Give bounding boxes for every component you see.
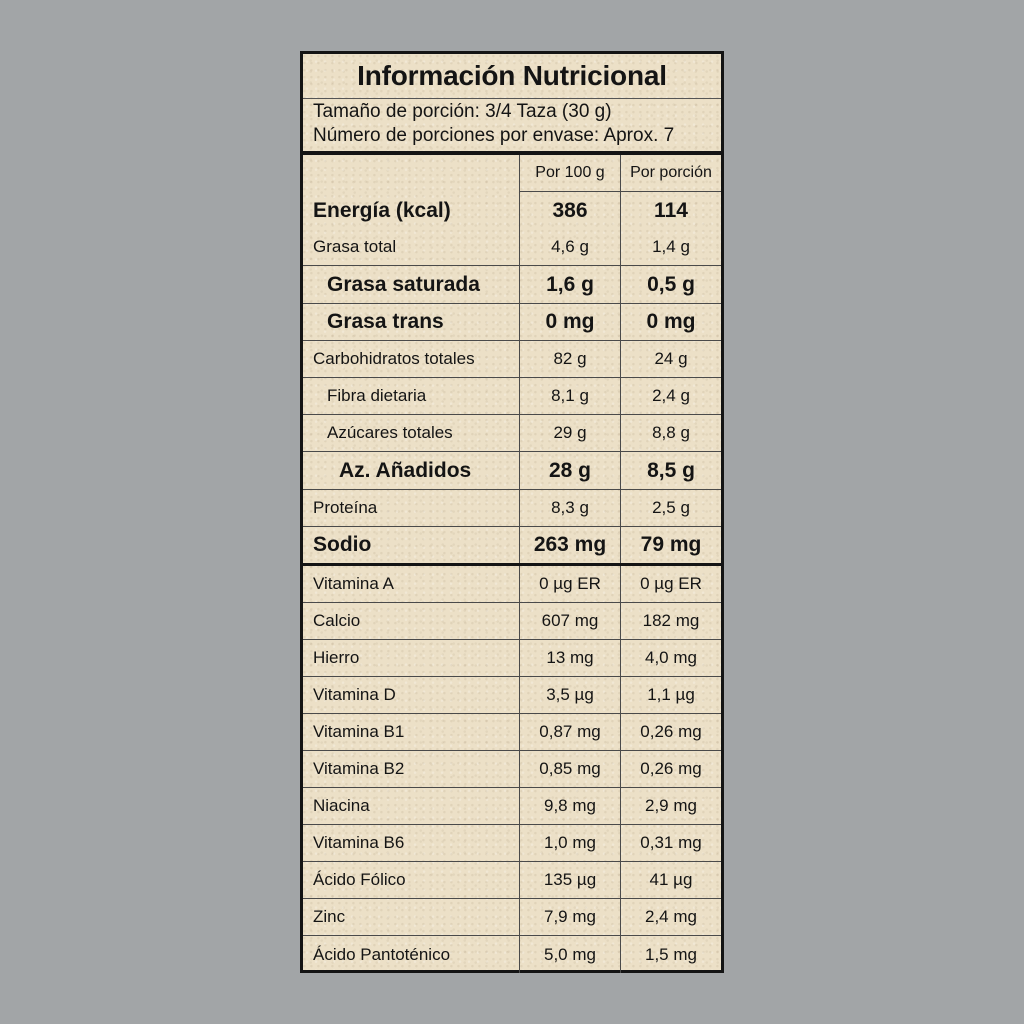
nutrient-row-carbohidratos	[303, 341, 721, 378]
vitamin-label: Zinc	[313, 907, 346, 926]
vitamin-per-serving: 2,4 mg	[620, 899, 721, 935]
nutrient-per-100g: 82 g	[519, 341, 620, 377]
nutrient-row-proteina	[303, 490, 721, 527]
nutrient-per-100g: 263 mg	[519, 527, 620, 563]
nutrient-row-grasa-trans	[303, 304, 721, 341]
nutrient-per-serving: 8,5 g	[620, 452, 721, 489]
nutrient-row-grasa-total	[303, 229, 721, 266]
vitamin-label: Vitamina B1	[313, 722, 405, 741]
nutrient-label: Sodio	[313, 533, 372, 556]
nutrient-label: Grasa total	[313, 237, 397, 256]
vitamin-row	[303, 936, 721, 973]
vitamin-per-serving: 1,1 µg	[620, 677, 721, 713]
vitamin-per-serving: 0 µg ER	[620, 566, 721, 602]
nutrient-label: Proteína	[313, 498, 378, 517]
vitamin-label: Vitamina D	[313, 685, 396, 704]
label-title: Información Nutricional	[357, 60, 667, 91]
nutrient-label: Az. Añadidos	[339, 458, 472, 482]
nutrient-row-fibra	[303, 378, 721, 415]
title-divider	[303, 98, 721, 99]
nutrient-per-100g: 8,3 g	[519, 490, 620, 526]
vitamin-row	[303, 603, 721, 640]
vitamin-label: Ácido Fólico	[313, 870, 406, 889]
vitamin-per-serving: 0,31 mg	[620, 825, 721, 861]
nutrient-per-serving: 2,4 g	[620, 378, 721, 414]
vitamin-per-100g: 7,9 mg	[519, 899, 620, 935]
vitamin-per-100g: 607 mg	[519, 603, 620, 639]
servings-per-container: Número de porciones por envase: Aprox. 7	[313, 125, 675, 146]
per-serving-header: Por porción	[621, 155, 721, 192]
vitamin-per-100g: 0,87 mg	[519, 714, 620, 750]
vitamin-per-100g: 3,5 µg	[519, 677, 620, 713]
label-header	[303, 54, 721, 151]
vitamin-per-100g: 0,85 mg	[519, 751, 620, 787]
nutrient-per-serving: 79 mg	[620, 527, 721, 563]
vitamin-row	[303, 714, 721, 751]
vitamin-row	[303, 862, 721, 899]
energy-label: Energía (kcal)	[313, 199, 451, 222]
vitamin-per-100g: 0 µg ER	[519, 566, 620, 602]
vitamin-row	[303, 899, 721, 936]
vitamin-per-serving: 2,9 mg	[620, 788, 721, 824]
nutrient-label: Fibra dietaria	[327, 386, 427, 405]
vitamin-label: Calcio	[313, 611, 361, 630]
nutrient-label: Azúcares totales	[327, 423, 453, 442]
nutrient-label: Grasa trans	[327, 310, 444, 333]
vitamin-label: Vitamina B6	[313, 833, 405, 852]
vitamin-label: Vitamina B2	[313, 759, 405, 778]
vitamin-per-serving: 0,26 mg	[620, 751, 721, 787]
vitamin-per-100g: 9,8 mg	[519, 788, 620, 824]
per-100g-header: Por 100 g	[520, 155, 620, 192]
nutrient-row-sodio	[303, 527, 721, 566]
energy-per-100g: 386	[552, 198, 588, 222]
per-100g-column	[519, 155, 620, 229]
vitamin-per-serving: 41 µg	[620, 862, 721, 898]
vitamin-row	[303, 788, 721, 825]
per-serving-column	[620, 155, 721, 229]
vitamin-per-100g: 13 mg	[519, 640, 620, 676]
energy-header-row	[303, 155, 721, 229]
vitamin-label: Hierro	[313, 648, 360, 667]
vitamin-row	[303, 751, 721, 788]
nutrient-per-serving: 0,5 g	[620, 266, 721, 303]
energy-per-serving: 114	[654, 198, 688, 222]
vitamin-per-serving: 1,5 mg	[620, 936, 721, 973]
nutrient-row-azucares	[303, 415, 721, 452]
vitamin-per-100g: 135 µg	[519, 862, 620, 898]
vitamin-per-serving: 182 mg	[620, 603, 721, 639]
nutrient-row-azucares-anadidos	[303, 452, 721, 490]
nutrient-per-100g: 0 mg	[519, 304, 620, 340]
nutrient-label: Carbohidratos totales	[313, 349, 475, 368]
vitamin-row	[303, 640, 721, 677]
nutrient-per-serving: 24 g	[620, 341, 721, 377]
serving-size: Tamaño de porción: 3/4 Taza (30 g)	[313, 101, 612, 122]
vitamin-label: Niacina	[313, 796, 370, 815]
nutrient-per-serving: 0 mg	[620, 304, 721, 340]
vitamin-per-100g: 1,0 mg	[519, 825, 620, 861]
vitamin-per-100g: 5,0 mg	[519, 936, 620, 973]
nutrient-per-100g: 8,1 g	[519, 378, 620, 414]
nutrition-facts-label	[300, 51, 724, 973]
nutrient-per-100g: 29 g	[519, 415, 620, 451]
nutrient-row-grasa-saturada	[303, 266, 721, 304]
nutrient-per-serving: 1,4 g	[620, 229, 721, 265]
nutrient-per-serving: 8,8 g	[620, 415, 721, 451]
nutrient-per-100g: 4,6 g	[519, 229, 620, 265]
nutrition-table	[303, 151, 721, 973]
vitamin-row	[303, 825, 721, 862]
nutrient-label: Grasa saturada	[327, 272, 480, 296]
nutrient-per-100g: 1,6 g	[519, 266, 620, 303]
vitamin-row	[303, 677, 721, 714]
vitamin-label: Vitamina A	[313, 574, 394, 593]
vitamin-per-serving: 0,26 mg	[620, 714, 721, 750]
vitamin-per-serving: 4,0 mg	[620, 640, 721, 676]
nutrient-per-100g: 28 g	[519, 452, 620, 489]
vitamin-row	[303, 566, 721, 603]
vitamin-label: Ácido Pantoténico	[313, 944, 451, 964]
nutrient-per-serving: 2,5 g	[620, 490, 721, 526]
